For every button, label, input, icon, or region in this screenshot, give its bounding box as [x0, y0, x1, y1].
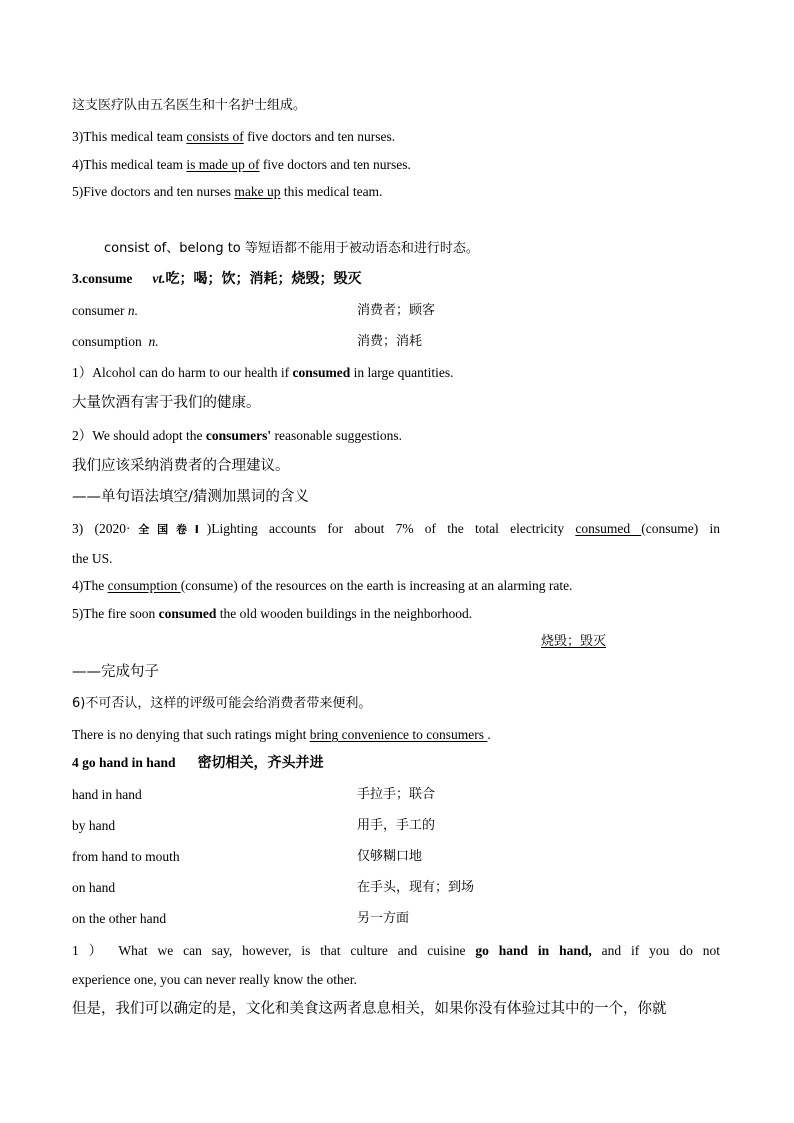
translation-line: 这支医疗队由五名医生和十名护士组成。 — [72, 98, 307, 113]
example-sentence-1 — [72, 942, 720, 960]
question-6-answer — [72, 726, 491, 744]
answer-underlined: consists of — [186, 129, 244, 144]
sentence-text: reasonable suggestions. — [271, 428, 403, 443]
vocab-row — [72, 333, 159, 351]
headword-meaning: 密切相关，齐头并进 — [197, 755, 324, 771]
example-sentence-4 — [72, 156, 411, 174]
answer-underlined: consumption — [107, 578, 181, 593]
answer-underlined: make up — [234, 184, 281, 199]
answer-text: There is no denying that such ratings might — [72, 727, 310, 742]
phrase-meaning: 用手，手工的 — [357, 818, 436, 833]
headword: 4 go hand in hand — [72, 755, 176, 770]
question-text: 3) (2020· — [72, 521, 131, 536]
phrase-row: from hand to mouth — [72, 849, 180, 864]
phrase-row: hand in hand — [72, 787, 142, 802]
example-translation-1: 大量饮酒有害于我们的健康。 — [72, 395, 261, 411]
question-text: (consume) of the resources on the earth is increasing at an alarming rate. — [180, 578, 573, 593]
example-sentence-2 — [72, 427, 402, 445]
vocab-meaning: 消费者；顾客 — [357, 303, 436, 318]
sentence-text: 1 ） What we can say, however, is that culture and cuisine — [72, 943, 476, 958]
question-text: )Lighting accounts for about 7% of the total electricity — [206, 521, 576, 536]
phrase-meaning: 仅够糊口地 — [357, 849, 423, 864]
bold-word: consumers' — [205, 428, 272, 443]
question-text: (consume) in — [641, 521, 720, 536]
bold-word: consumed — [158, 606, 217, 621]
example-sentence-3 — [72, 128, 395, 146]
task-heading-complete-sentence: ——完成句子 — [72, 664, 159, 680]
sentence-text: and if you do not — [591, 943, 720, 958]
phrase-row: on the other hand — [72, 911, 167, 926]
example-translation-2: 我们应该采纳消费者的合理建议。 — [72, 458, 290, 474]
answer-underlined: is made up of — [186, 157, 260, 172]
headword: 3.consume — [72, 271, 133, 286]
section-heading-go-hand-in-hand — [72, 754, 324, 772]
sentence-text: five doctors and ten nurses. — [259, 157, 411, 172]
task-heading-fill-blank: ——单句语法填空/猜测加黑词的含义 — [72, 489, 309, 505]
headword-meaning: 吃；喝；饮；消耗；烧毁；毁灭 — [165, 271, 362, 287]
question-4 — [72, 577, 572, 595]
answer-text: . — [487, 727, 491, 742]
bold-word: consumed — [292, 365, 351, 380]
phrase-meaning: 在手头，现有；到场 — [357, 880, 475, 895]
vocab-row — [72, 302, 138, 320]
exam-source-tag: 全国卷Ⅰ — [130, 523, 207, 536]
vocab-word: consumption — [72, 334, 142, 349]
section-heading-consume — [72, 270, 362, 288]
phrase-meaning: 另一方面 — [357, 911, 410, 926]
example-translation-1: 但是，我们可以确定的是，文化和美食这两者息息相关，如果你没有体验过其中的一个，你就 — [72, 1001, 667, 1017]
question-5-answer: 烧毁；毁灭 — [541, 634, 607, 649]
question-3-continued: the US. — [72, 551, 113, 566]
vocab-pos: n. — [127, 303, 138, 318]
example-sentence-5 — [72, 183, 382, 201]
sentence-text: 2）We should adopt the — [72, 428, 206, 443]
question-3 — [72, 520, 720, 539]
answer-underlined: consumed — [575, 521, 642, 536]
phrase-meaning: 手拉手；联合 — [357, 787, 436, 802]
question-text: 4)The — [72, 578, 108, 593]
sentence-text: 1）Alcohol can do harm to our health if — [72, 365, 293, 380]
sentence-text: 4)This medical team — [72, 157, 187, 172]
phrase-row: by hand — [72, 818, 116, 833]
question-text: the old wooden buildings in the neighborhood. — [216, 606, 473, 621]
sentence-text: 5)Five doctors and ten nurses — [72, 184, 235, 199]
question-6: 6)不可否认，这样的评级可能会给消费者带来便利。 — [72, 696, 372, 711]
vocab-pos: n. — [148, 334, 159, 349]
question-text: 5)The fire soon — [72, 606, 159, 621]
question-5 — [72, 605, 472, 623]
sentence-text: in large quantities. — [350, 365, 454, 380]
example-sentence-1-continued: experience one, you can never really know the other. — [72, 972, 357, 987]
sentence-text: five doctors and ten nurses. — [243, 129, 396, 144]
bold-word: go hand in hand, — [475, 943, 592, 958]
vocab-meaning: 消费；消耗 — [357, 334, 423, 349]
vocab-word: consumer — [72, 303, 125, 318]
sentence-text: this medical team. — [280, 184, 383, 199]
answer-underlined: bring convenience to consumers — [309, 727, 488, 742]
example-sentence-1 — [72, 364, 453, 382]
phrase-row: on hand — [72, 880, 116, 895]
usage-note: consist of、belong to 等短语都不能用于被动语态和进行时态。 — [104, 241, 479, 256]
sentence-text: 3)This medical team — [72, 129, 187, 144]
part-of-speech: vt. — [152, 271, 166, 286]
